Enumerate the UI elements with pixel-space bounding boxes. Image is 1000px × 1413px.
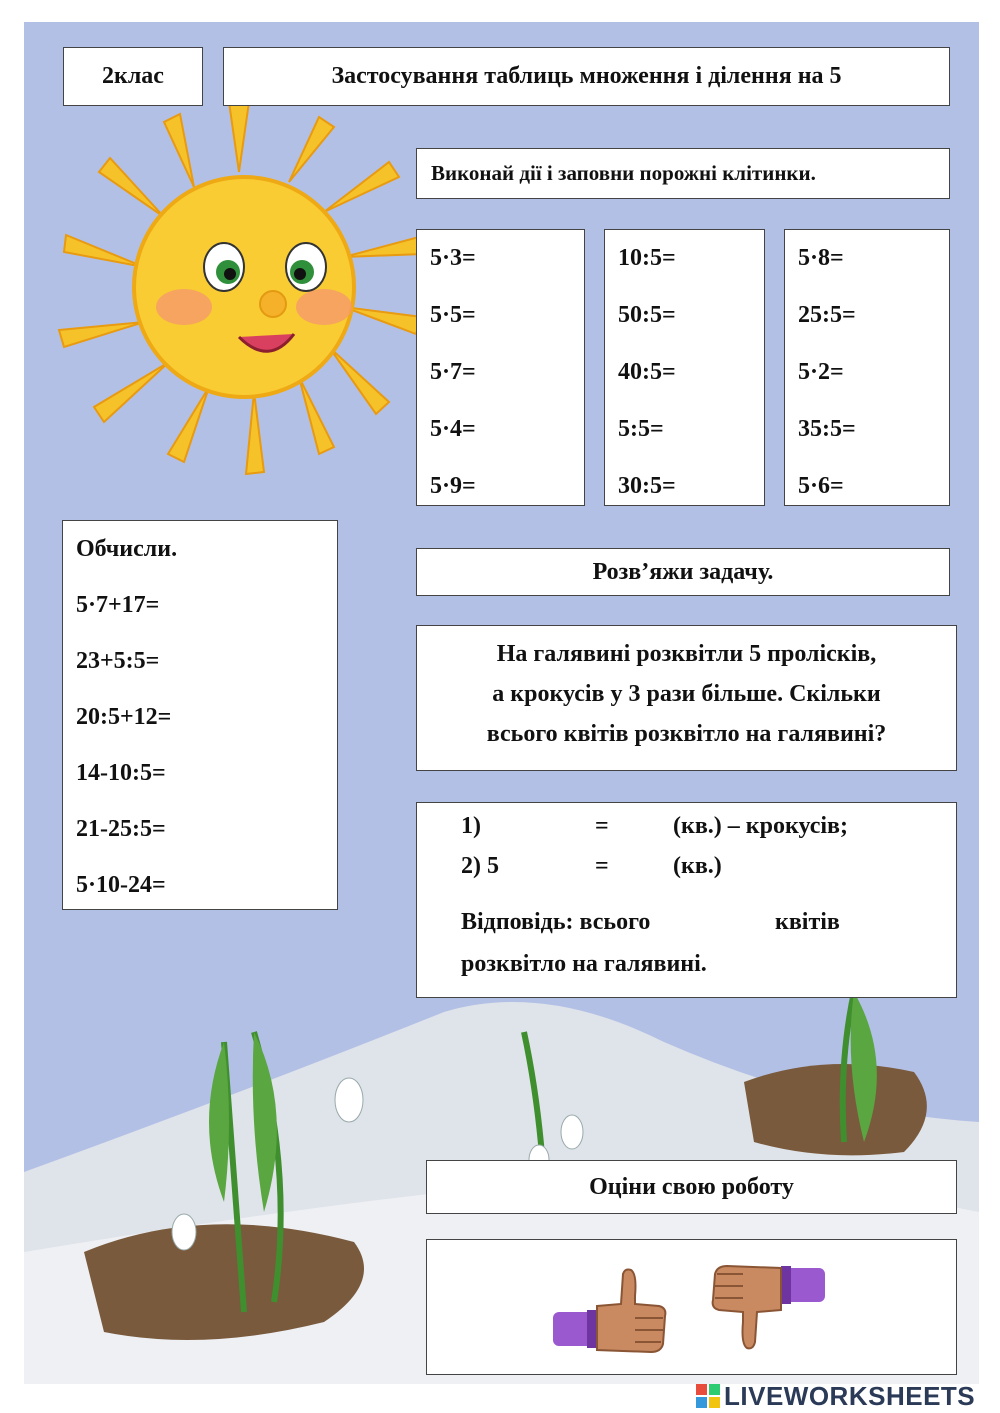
expression: 23+5:5= [76,648,160,674]
expression: 50:5= [618,302,676,328]
step2-equals: = [595,853,609,879]
problem-line: а крокусів у 3 рази більше. Скільки [492,681,881,707]
expression: 30:5= [618,473,676,499]
expression: 5·7+17= [76,592,160,618]
thumbs-down-icon[interactable] [709,1262,827,1354]
sun-illustration [44,102,434,532]
problem-line: всього квітів розквітло на галявині? [486,721,887,747]
liveworksheets-logo-icon [696,1384,720,1408]
expression: 5·5= [430,302,476,328]
step1-number: 1) [461,813,481,839]
expression: 21-25:5= [76,816,166,842]
thumbs-up-icon[interactable] [551,1266,669,1356]
expression: 5·6= [798,473,844,499]
expression: 20:5+12= [76,704,172,730]
step2-unit: (кв.) [673,853,722,879]
expression: 5·2= [798,359,844,385]
problem-line: На галявині розквітли 5 пролісків, [496,641,877,667]
step1-equals: = [595,813,609,839]
expression: 5:5= [618,416,664,442]
task2-title: Обчисли. [76,536,178,562]
task2-calculate [62,520,338,910]
answer-flowers: квітів [775,909,840,935]
answer-start: Відповідь: всього [461,909,651,935]
step2-number: 2) 5 [461,853,499,879]
expression: 10:5= [618,245,676,271]
evaluate-panel [426,1239,957,1375]
expression: 35:5= [798,416,856,442]
expression: 5·8= [798,245,844,271]
worksheet-title: Застосування таблиць множення і ділення на 5 [223,47,950,106]
task3-solution [416,802,957,998]
expression: 5·4= [430,416,476,442]
task3-problem [416,625,957,771]
task1-column-3 [784,229,950,506]
expression: 5·10-24= [76,872,166,898]
expression: 40:5= [618,359,676,385]
expression: 14-10:5= [76,760,166,786]
task1-column-2 [604,229,765,506]
expression: 5·3= [430,245,476,271]
worksheet-background [24,22,979,1384]
expression: 5·7= [430,359,476,385]
expression: 5·9= [430,473,476,499]
grade-label: 2клас [63,47,203,106]
task1-column-1 [416,229,585,506]
step1-unit: (кв.) – крокусів; [673,813,848,839]
evaluate-title: Оціни свою роботу [426,1160,957,1214]
task1-instruction: Виконай дії і заповни порожні клітинки. [416,148,950,199]
task3-title: Розв’яжи задачу. [416,548,950,596]
watermark: LIVEWORKSHEETS [724,1381,976,1411]
answer-end: розквітло на галявині. [461,951,707,977]
expression: 25:5= [798,302,856,328]
